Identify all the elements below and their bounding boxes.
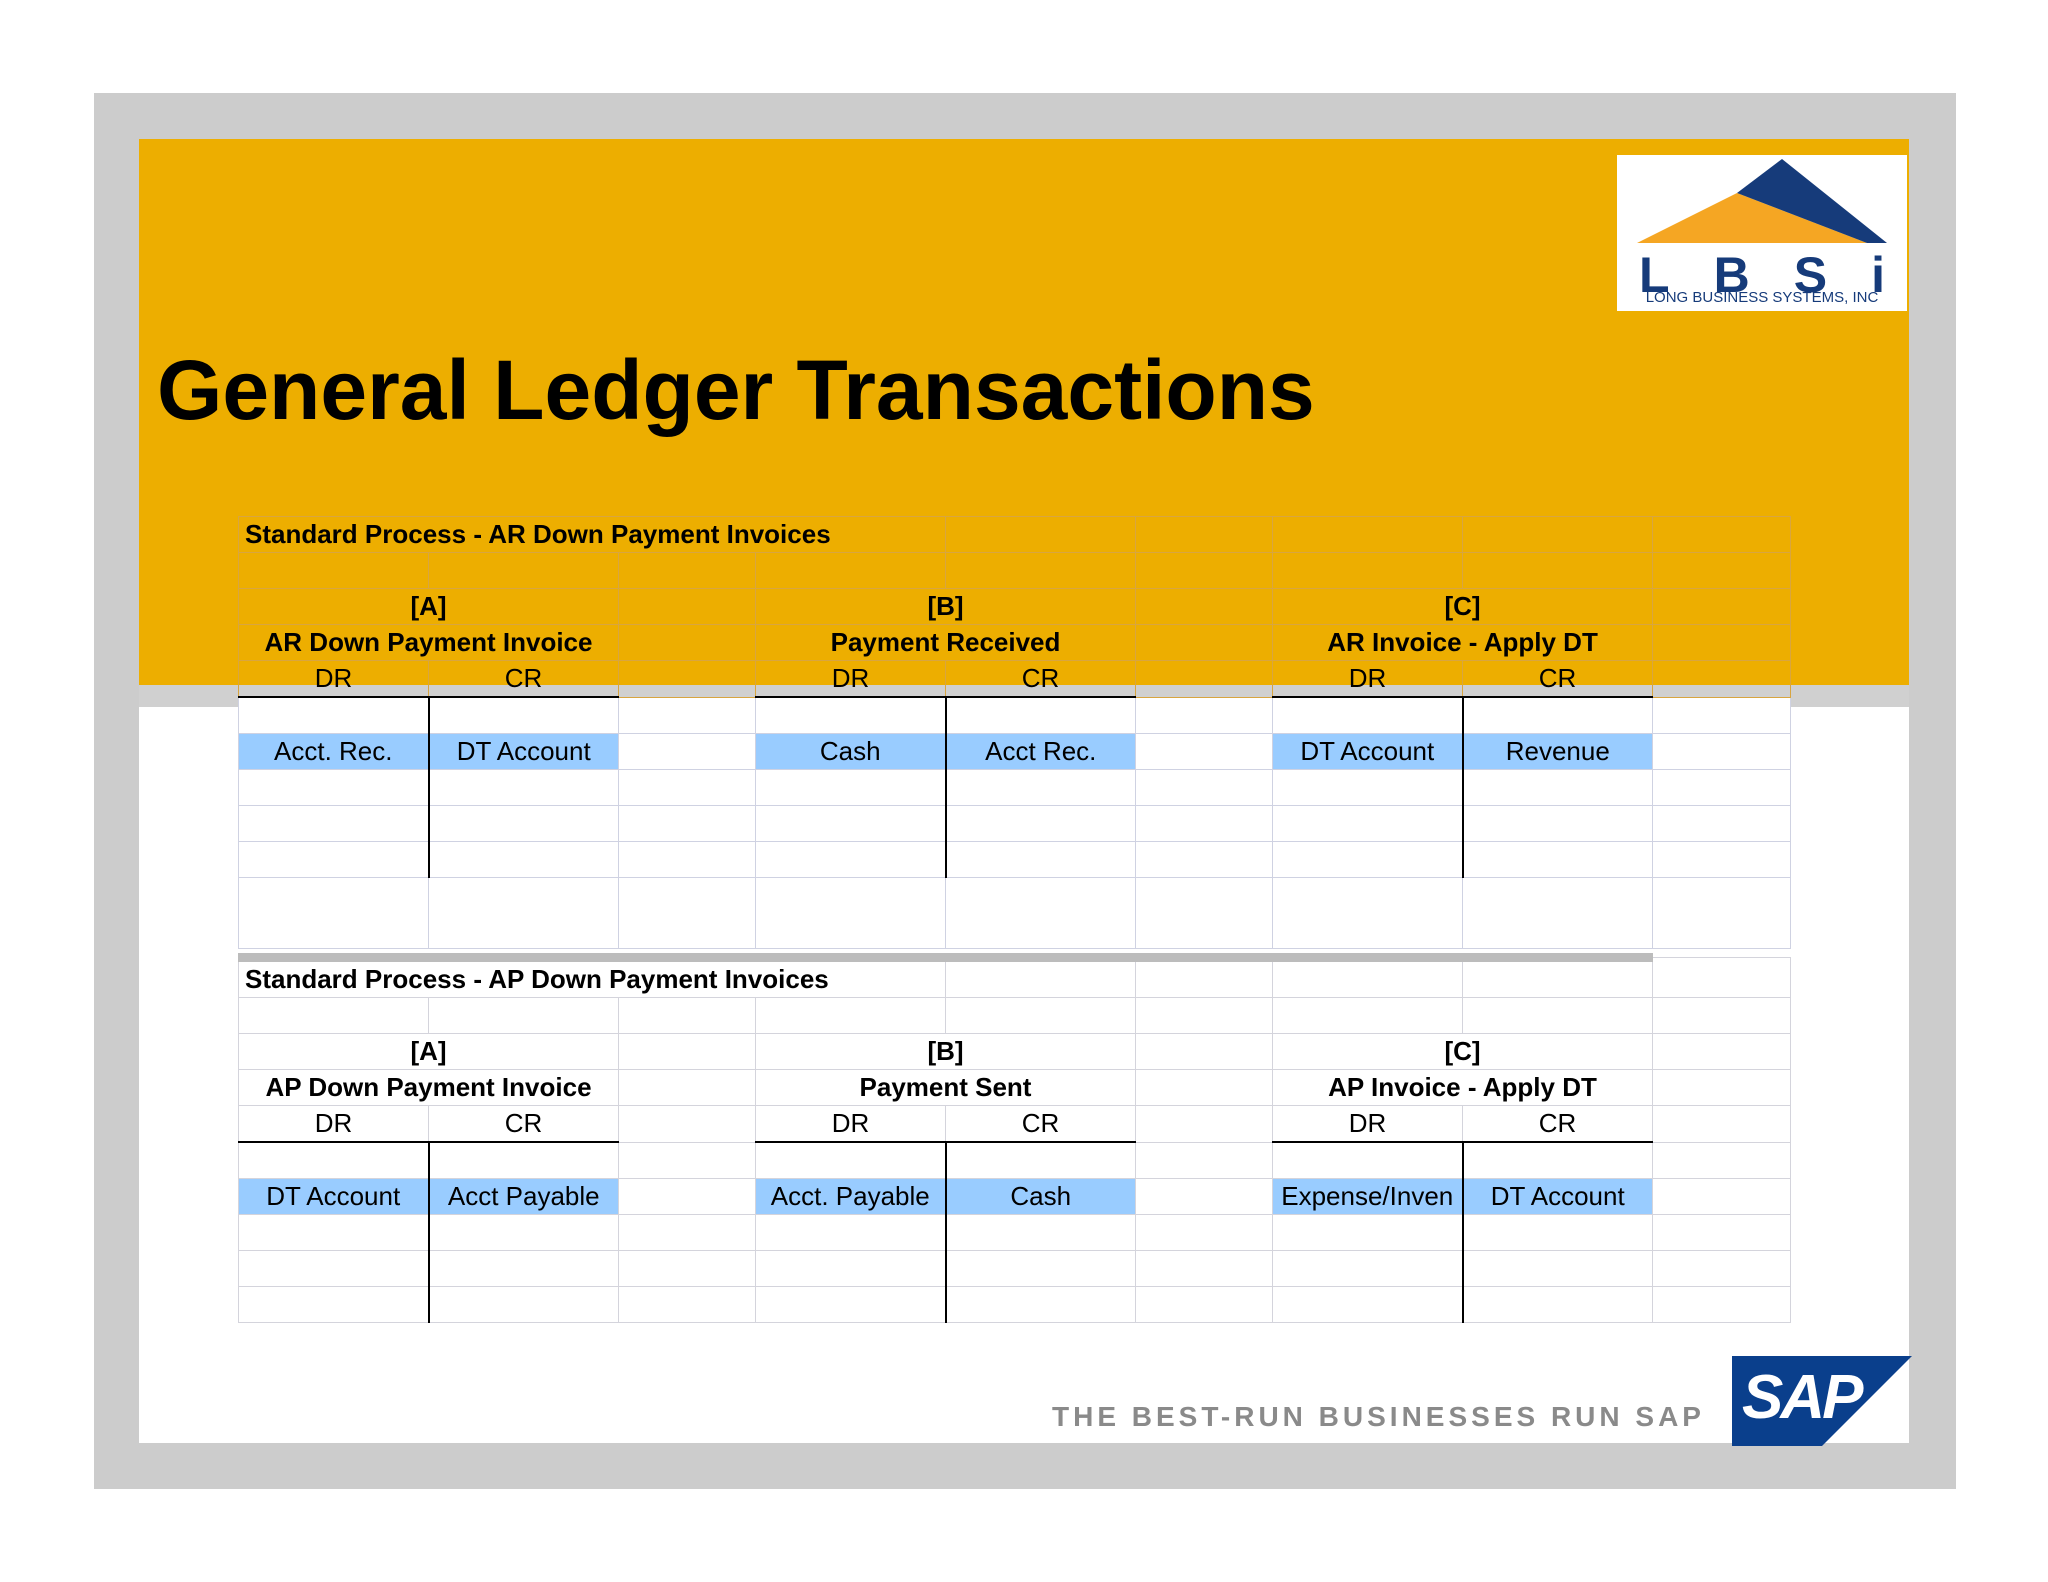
ar-c-name: AR Invoice - Apply DT — [1273, 625, 1653, 661]
ar-b-name: Payment Received — [756, 625, 1136, 661]
ar-a-cr-label: CR — [429, 661, 619, 698]
ar-b-dr-account: Cash — [756, 734, 946, 770]
ap-a-cr-account: Acct Payable — [429, 1179, 619, 1215]
sap-slogan: THE BEST-RUN BUSINESSES RUN SAP — [1052, 1401, 1705, 1432]
ap-a-cr-label: CR — [429, 1106, 619, 1143]
ap-c-tag: [C] — [1273, 1034, 1653, 1070]
ar-c-cr-account: Revenue — [1463, 734, 1653, 770]
ap-b-tag: [B] — [756, 1034, 1136, 1070]
ar-a-dr-label: DR — [239, 661, 429, 698]
logo-subtitle: LONG BUSINESS SYSTEMS, INC — [1645, 289, 1879, 306]
ap-a-dr-label: DR — [239, 1106, 429, 1143]
ar-a-name: AR Down Payment Invoice — [239, 625, 619, 661]
ap-a-tag: [A] — [239, 1034, 619, 1070]
ar-a-tag: [A] — [239, 589, 619, 625]
ar-a-dr-account: Acct. Rec. — [239, 734, 429, 770]
ar-b-cr-account: Acct Rec. — [946, 734, 1136, 770]
logo-letter: S — [1793, 247, 1828, 303]
page-title: General Ledger Transactions — [157, 343, 1315, 437]
ar-c-dr-account: DT Account — [1273, 734, 1463, 770]
logo-roof-icon — [1617, 155, 1907, 255]
ar-a-cr-account: DT Account — [429, 734, 619, 770]
ap-b-cr-label: CR — [946, 1106, 1136, 1143]
ap-b-dr-label: DR — [756, 1106, 946, 1143]
ap-c-dr-label: DR — [1273, 1106, 1463, 1143]
ap-transactions-table — [238, 953, 1791, 1323]
ap-c-dr-account: Expense/Inven — [1273, 1179, 1463, 1215]
ap-a-name: AP Down Payment Invoice — [239, 1070, 619, 1106]
ar-b-dr-label: DR — [756, 661, 946, 698]
ar-transactions-table — [238, 516, 1791, 949]
ap-a-dr-account: DT Account — [239, 1179, 429, 1215]
ap-b-dr-account: Acct. Payable — [756, 1179, 946, 1215]
ar-b-cr-label: CR — [946, 661, 1136, 698]
ap-b-cr-account: Cash — [946, 1179, 1136, 1215]
ap-c-cr-account: DT Account — [1463, 1179, 1653, 1215]
sap-logo-text: SAP — [1742, 1363, 1861, 1432]
ar-c-dr-label: DR — [1273, 661, 1463, 698]
logo-letter: i — [1871, 247, 1885, 303]
ar-b-tag: [B] — [756, 589, 1136, 625]
ar-section-title: Standard Process - AR Down Payment Invoices — [239, 517, 946, 553]
ap-c-cr-label: CR — [1463, 1106, 1653, 1143]
lbsi-logo — [1617, 155, 1907, 311]
logo-letter: B — [1713, 247, 1750, 303]
logo-letter: L — [1639, 247, 1670, 303]
ar-c-tag: [C] — [1273, 589, 1653, 625]
ap-c-name: AP Invoice - Apply DT — [1273, 1070, 1653, 1106]
ap-b-name: Payment Sent — [756, 1070, 1136, 1106]
ar-c-cr-label: CR — [1463, 661, 1653, 698]
ap-section-title: Standard Process - AP Down Payment Invoices — [239, 958, 946, 998]
